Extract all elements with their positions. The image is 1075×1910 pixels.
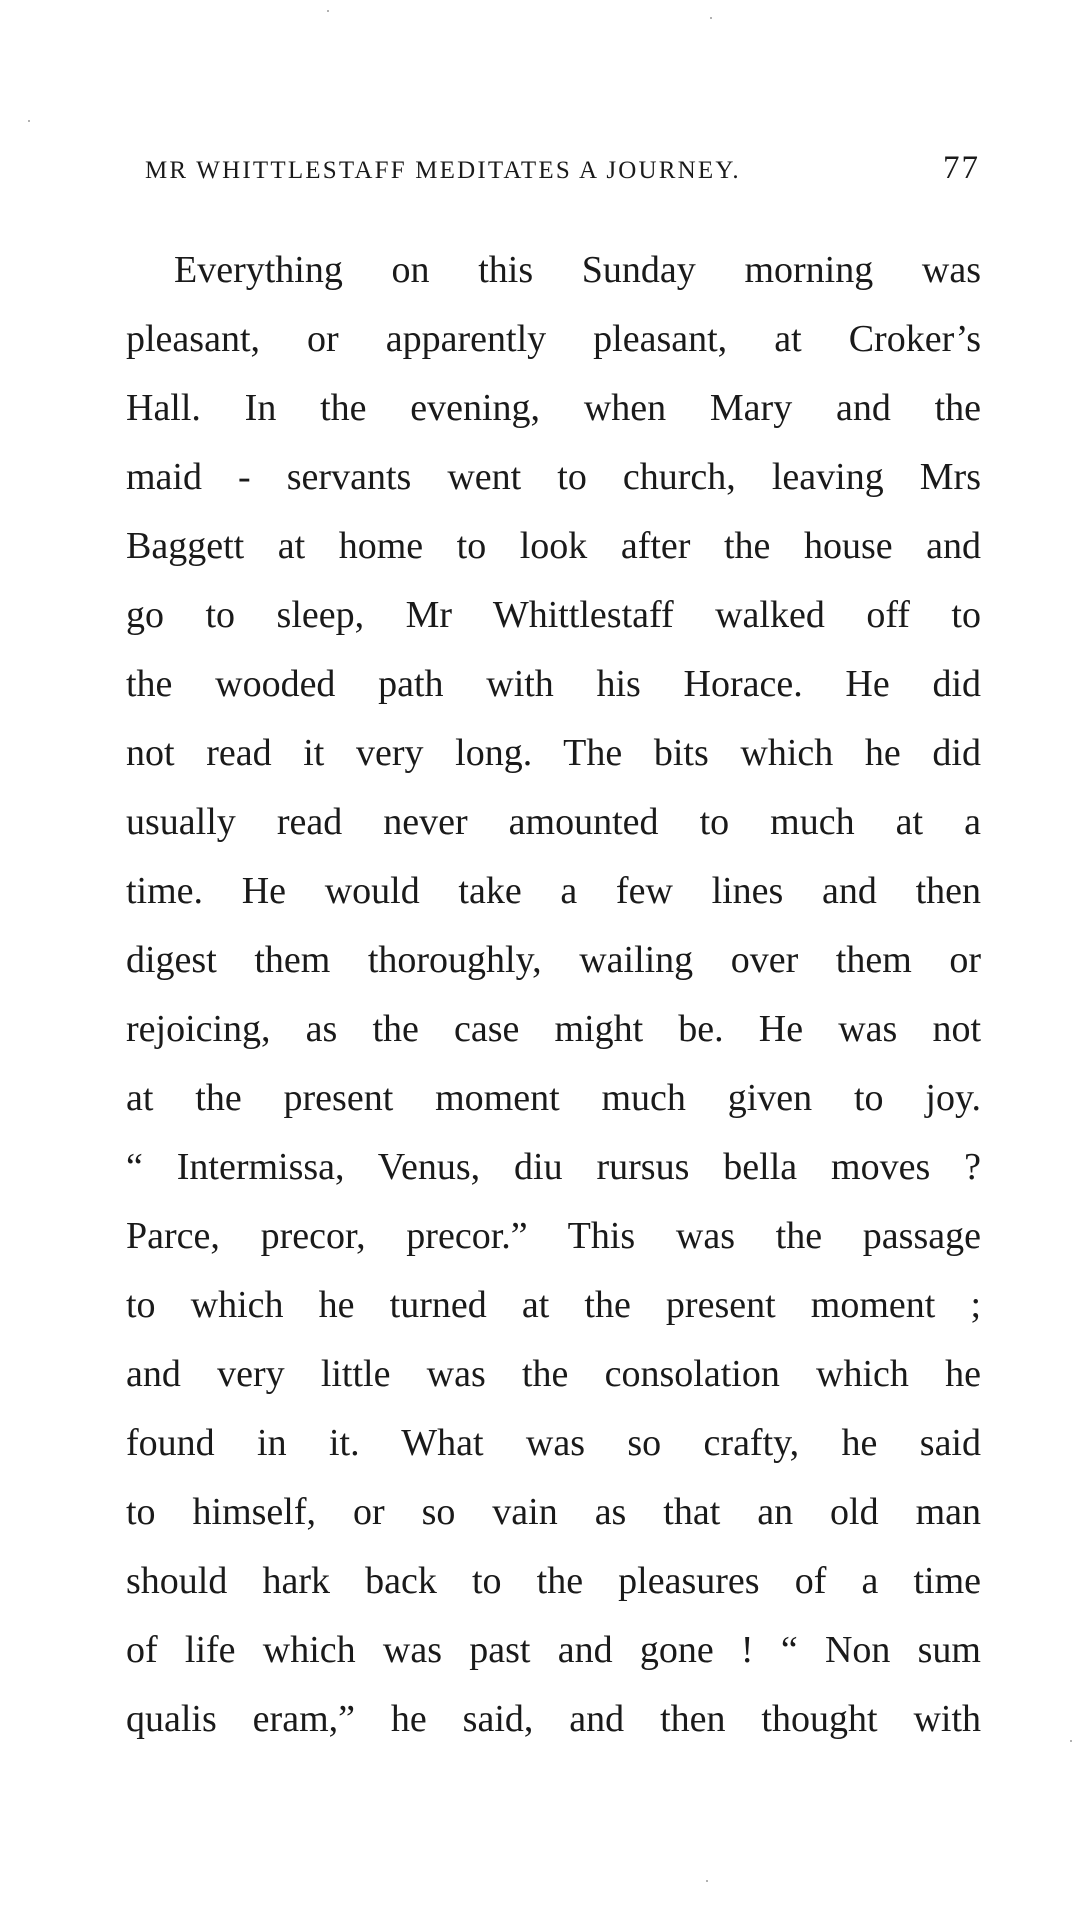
body-text [126,236,981,1754]
text-line: found in it. What was so crafty, he said [126,1422,981,1464]
text-line: pleasant, or apparently pleasant, at Croker’s [126,318,981,360]
paper-speck [1070,1740,1072,1742]
paper-speck [327,10,329,12]
text-line: to which he turned at the present moment ; [126,1284,981,1326]
paper-speck [710,17,712,19]
text-line: to himself, or so vain as that an old man [126,1491,981,1533]
text-line: qualis eram,” he said, and then thought with [126,1698,981,1740]
text-line: of life which was past and gone ! “ Non sum [126,1629,981,1671]
text-line: Everything on this Sunday morning was [174,249,981,291]
text-line: and very little was the consolation which he [126,1353,981,1395]
text-line: usually read never amounted to much at a [126,801,981,843]
text-line: rejoicing, as the case might be. He was not [126,1008,981,1050]
text-line: at the present moment much given to joy. [126,1077,981,1119]
text-line: should hark back to the pleasures of a time [126,1560,981,1602]
text-line: go to sleep, Mr Whittlestaff walked off to [126,594,981,636]
paper-speck [28,120,30,122]
paper-speck [706,1880,708,1882]
text-line: Baggett at home to look after the house and [126,525,981,567]
text-line: not read it very long. The bits which he did [126,732,981,774]
text-line: time. He would take a few lines and then [126,870,981,912]
page-number: 77 [943,150,980,186]
text-line: maid - servants went to church, leaving Mrs [126,456,981,498]
running-title: MR WHITTLESTAFF MEDITATES A JOURNEY. [145,157,741,184]
text-line: the wooded path with his Horace. He did [126,663,981,705]
running-head [145,150,980,190]
text-line: Hall. In the evening, when Mary and the [126,387,981,429]
text-line: Parce, precor, precor.” This was the passage [126,1215,981,1257]
text-line: digest them thoroughly, wailing over them or [126,939,981,981]
text-line: “ Intermissa, Venus, diu rursus bella moves ? [126,1146,981,1188]
